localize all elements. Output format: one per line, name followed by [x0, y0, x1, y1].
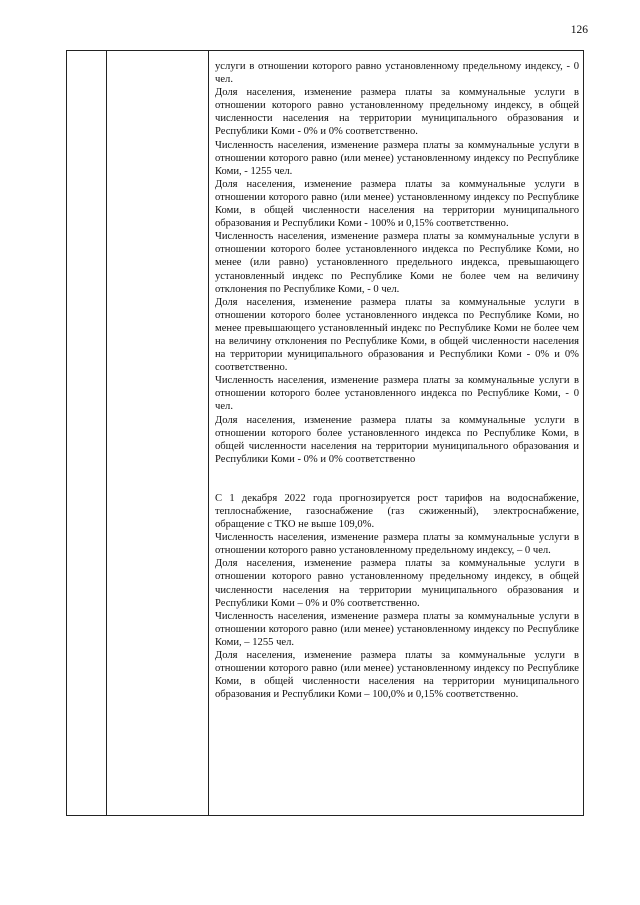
paragraph: Численность населения, изменение размера платы за коммунальные услуги в отношении которого более установленного индекса по Республике Коми, - 0 чел.	[215, 375, 579, 413]
paragraph: Доля населения, изменение размера платы за коммунальные услуги в отношении которого равно установленному предельному индексу, в общей численности населения на территории муниципального образования и Республики Коми - 0% и 0% соответственно.	[215, 87, 579, 138]
paragraph: Доля населения, изменение размера платы за коммунальные услуги в отношении которого более установленного индекса по Республике Коми, но менее превышающего установленный индекс по Республике Коми не более чем на величину отклонения по Республике Коми, в общей численности населения на территории муниципального образования и Республики Коми - 0% и 0% соответственно.	[215, 296, 579, 374]
document-table	[66, 50, 584, 816]
table-cell-number	[67, 51, 107, 815]
page-number: 126	[570, 24, 588, 36]
paragraph: Численность населения, изменение размера платы за коммунальные услуги в отношении которого более установленного индекса по Республике Коми, но менее (или равно) установленного предельного индекса, превышающего установленный индекс по Республике Коми не более чем на величину отклонения по Республике Коми, - 0 чел.	[215, 231, 579, 295]
paragraph: Доля населения, изменение размера платы за коммунальные услуги в отношении которого более установленного индекса по Республике Коми, в общей численности населения на территории муниципального образования и Республики Коми - 0% и 0% соответственно	[215, 414, 579, 465]
table-cell-name	[107, 51, 209, 815]
paragraph-gap	[215, 466, 579, 492]
paragraph: услуги в отношении которого равно установленному предельному индексу, - 0 чел.	[215, 61, 579, 86]
paragraph: Доля населения, изменение размера платы за коммунальные услуги в отношении которого равно (или менее) установленному индексу по Республике Коми, в общей численности населения на территории муниципального образования и Республики Коми - 100% и 0,15% соответственно.	[215, 178, 579, 230]
paragraph: С 1 декабря 2022 года прогнозируется рост тарифов на водоснабжение, теплоснабжение, газоснабжение (газ сжиженный), электроснабжение, обращение с ТКО не выше 109,0%.	[215, 492, 579, 531]
paragraph: Численность населения, изменение размера платы за коммунальные услуги в отношении которого равно (или менее) установленному индексу по Республике Коми, – 1255 чел.	[215, 610, 579, 648]
table-cell-text	[209, 51, 583, 815]
paragraph: Численность населения, изменение размера платы за коммунальные услуги в отношении которого равно (или менее) установленному индексу по Республике Коми, - 1255 чел.	[215, 139, 579, 177]
paragraph: Численность населения, изменение размера платы за коммунальные услуги в отношении которого равно установленному предельному индексу, – 0 чел.	[215, 532, 579, 557]
paragraph: Доля населения, изменение размера платы за коммунальные услуги в отношении которого равно (или менее) установленному индексу по Республике Коми, в общей численности населения на территории муниципального образования и Республики Коми – 100,0% и 0,15% соответственно.	[215, 650, 579, 701]
paragraph: Доля населения, изменение размера платы за коммунальные услуги в отношении которого равно установленному предельному индексу, в общей численности населения на территории муниципального образования и Республики Коми – 0% и 0% соответственно.	[215, 558, 579, 609]
